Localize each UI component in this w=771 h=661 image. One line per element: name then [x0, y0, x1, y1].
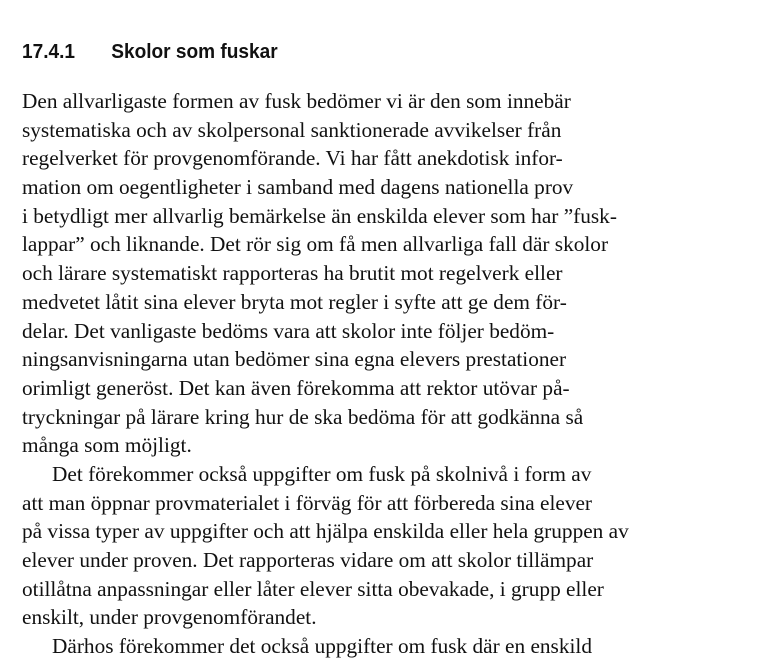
- text-line: tryckningar på lärare kring hur de ska bedöma för att godkänna så: [22, 404, 584, 429]
- text-line: att man öppnar provmaterialet i förväg för att förbereda sina elever: [22, 490, 593, 515]
- text-line: regelverket för provgenomförande. Vi har fått anekdotisk infor-: [22, 146, 563, 171]
- text-line: ningsanvisningarna utan bedömer sina egna elevers prestationer: [22, 347, 567, 372]
- text-line: elever under proven. Det rapporteras vidare om att skolor tillämpar: [22, 548, 594, 572]
- section-heading: [22, 40, 278, 64]
- text-line: många som möjligt.: [22, 433, 192, 458]
- text-line: på vissa typer av uppgifter och att hjälpa enskilda eller hela gruppen av: [22, 519, 629, 544]
- text-line: Därhos förekommer det också uppgifter om fusk där en enskild: [52, 634, 592, 659]
- text-line: Den allvarligaste formen av fusk bedömer vi är den som innebär: [22, 89, 571, 113]
- text-line: i betydligt mer allvarlig bemärkelse än enskilda elever som har ”fusk-: [22, 203, 617, 228]
- paragraph: [22, 460, 682, 632]
- paragraph: [22, 632, 682, 661]
- text-line: orimligt generöst. Det kan även förekomma att rektor utövar på-: [22, 375, 570, 400]
- text-line: Det förekommer också uppgifter om fusk på skolnivå i form av: [52, 461, 592, 486]
- text-line: medvetet låtit sina elever bryta mot regler i syfte att ge dem för-: [22, 289, 567, 314]
- paragraph: [22, 87, 682, 460]
- text-line: lappar” och liknande. Det rör sig om få men allvarliga fall där skolor: [22, 232, 609, 257]
- text-line: och lärare systematiskt rapporteras ha brutit mot regelverk eller: [22, 261, 563, 286]
- text-line: systematiska och av skolpersonal sanktionerade avvikelser från: [22, 117, 562, 142]
- text-line: mation om oegentligheter i samband med dagens nationella prov: [22, 175, 574, 200]
- text-line: delar. Det vanligaste bedöms vara att skolor inte följer bedöm-: [22, 318, 555, 343]
- body-text: [22, 87, 682, 661]
- section-number: 17.4.1: [22, 40, 76, 63]
- section-title: Skolor som fuskar: [111, 40, 278, 63]
- text-line: enskilt, under provgenomförandet.: [22, 605, 317, 630]
- text-line: otillåtna anpassningar eller låter elever sitta obevakade, i grupp eller: [22, 576, 604, 601]
